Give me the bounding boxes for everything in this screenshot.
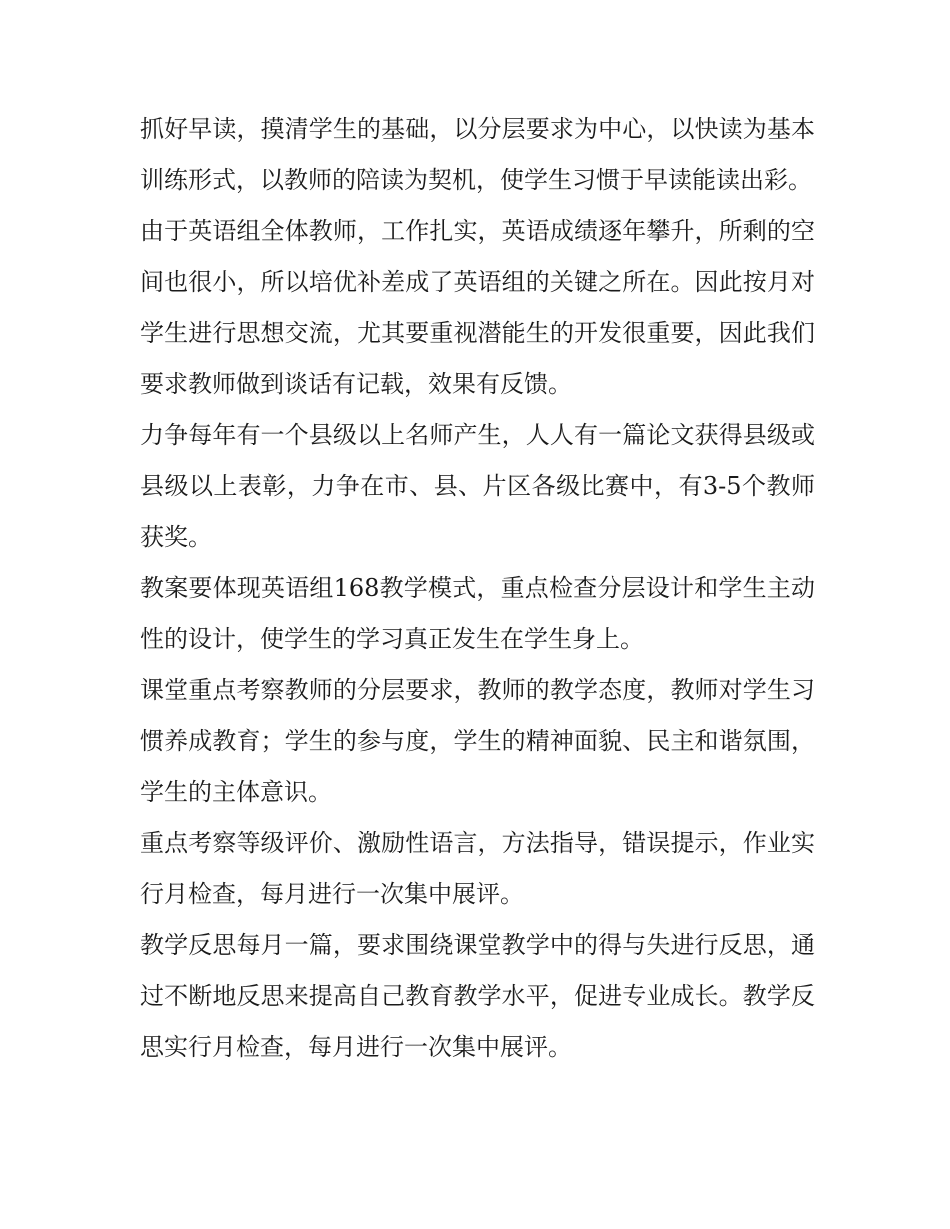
paragraph-reflection: 教学反思每月一篇，要求围绕课堂教学中的得与失进行反思，通过不断地反思来提高自己教育教学水平，促进专业成长。教学反思实行月检查，每月进行一次集中展评。 xyxy=(140,931,815,1061)
document-body xyxy=(140,104,815,1073)
paragraph-homework: 重点考察等级评价、激励性语言，方法指导，错误提示，作业实行月检查，每月进行一次集中展评。 xyxy=(140,829,815,908)
paragraph-tutoring: 由于英语组全体教师，工作扎实，英语成绩逐年攀升，所剩的空间也很小，所以培优补差成了英语组的关键之所在。因此按月对学生进行思想交流，尤其要重视潜能生的开发很重要，因此我们要求教师做到谈话有记载，效果有反馈。 xyxy=(140,217,815,398)
paragraph-lesson-plans: 教案要体现英语组168教学模式，重点检查分层设计和学生主动性的设计，使学生的学习真正发生在学生身上。 xyxy=(140,574,815,653)
paragraph-teacher-awards: 力争每年有一个县级以上名师产生，人人有一篇论文获得县级或县级以上表彰，力争在市、县、片区各级比赛中，有3-5个教师获奖。 xyxy=(140,421,815,551)
paragraph-morning-reading: 抓好早读，摸清学生的基础，以分层要求为中心，以快读为基本训练形式，以教师的陪读为契机，使学生习惯于早读能读出彩。 xyxy=(140,115,815,194)
paragraph-classroom: 课堂重点考察教师的分层要求，教师的教学态度，教师对学生习惯养成教育；学生的参与度，学生的精神面貌、民主和谐氛围，学生的主体意识。 xyxy=(140,676,815,806)
